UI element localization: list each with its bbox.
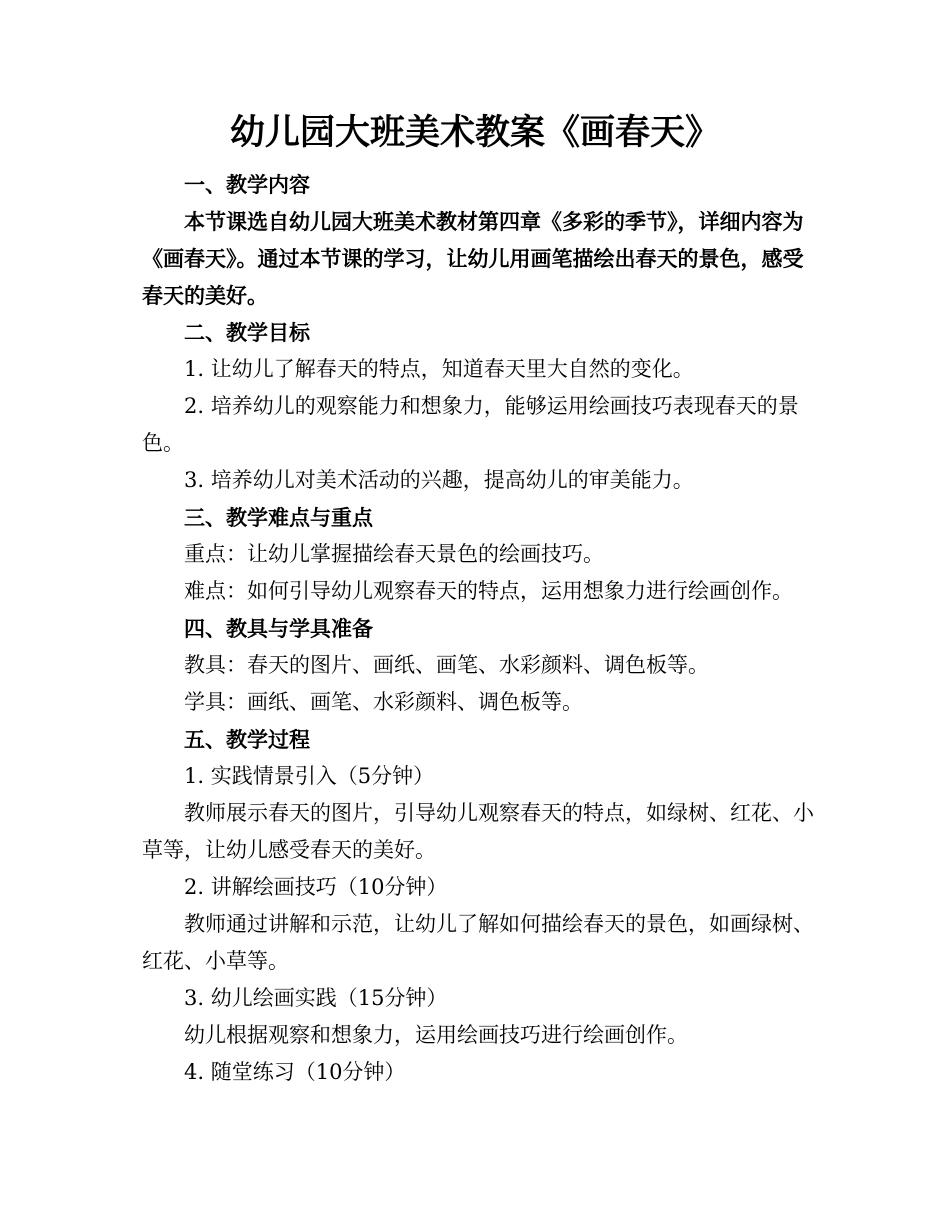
objective-item-3: 3. 培养幼儿对美术活动的兴趣，提高幼儿的审美能力。 (184, 468, 694, 492)
process-step-3-body: 幼儿根据观察和想象力，运用绘画技巧进行绘画创作。 (184, 1023, 688, 1047)
objective-item-1: 1. 让幼儿了解春天的特点，知道春天里大自然的变化。 (184, 357, 694, 381)
document-body (142, 166, 814, 1091)
key-point-text: 重点：让幼儿掌握描绘春天景色的绘画技巧。 (184, 542, 604, 566)
process-step-1-body: 教师展示春天的图片，引导幼儿观察春天的特点，如绿树、红花、小草等，让幼儿感受春天的美好。 (142, 801, 814, 862)
process-step-3: 3. 幼儿绘画实践（15分钟） (184, 986, 448, 1010)
section-heading-materials: 四、教具与学具准备 (184, 616, 373, 641)
objective-item-2: 2. 培养幼儿的观察能力和想象力，能够运用绘画技巧表现春天的景色。 (142, 394, 799, 455)
process-step-1: 1. 实践情景引入（5分钟） (184, 764, 435, 788)
process-step-2: 2. 讲解绘画技巧（10分钟） (184, 875, 448, 899)
process-step-4: 4. 随堂练习（10分钟） (184, 1060, 406, 1084)
process-step-2-body: 教师通过讲解和示范，让幼儿了解如何描绘春天的景色，如画绿树、红花、小草等。 (142, 912, 814, 973)
document-title: 幼儿园大班美术教案《画春天》 (229, 112, 720, 153)
difficult-point-text: 难点：如何引导幼儿观察春天的特点，运用想象力进行绘画创作。 (184, 579, 793, 603)
teacher-materials-text: 教具：春天的图片、画纸、画笔、水彩颜料、调色板等。 (184, 653, 709, 677)
section-heading-content: 一、教学内容 (184, 172, 310, 197)
section-content-paragraph: 本节课选自幼儿园大班美术教材第四章《多彩的季节》，详细内容为《画春天》。通过本节课的学习，让幼儿用画笔描绘出春天的景色，感受春天的美好。 (142, 209, 804, 308)
student-materials-text: 学具：画纸、画笔、水彩颜料、调色板等。 (184, 690, 583, 714)
section-heading-process: 五、教学过程 (184, 727, 310, 752)
section-heading-key-points: 三、教学难点与重点 (184, 505, 373, 530)
section-heading-objectives: 二、教学目标 (184, 320, 310, 345)
